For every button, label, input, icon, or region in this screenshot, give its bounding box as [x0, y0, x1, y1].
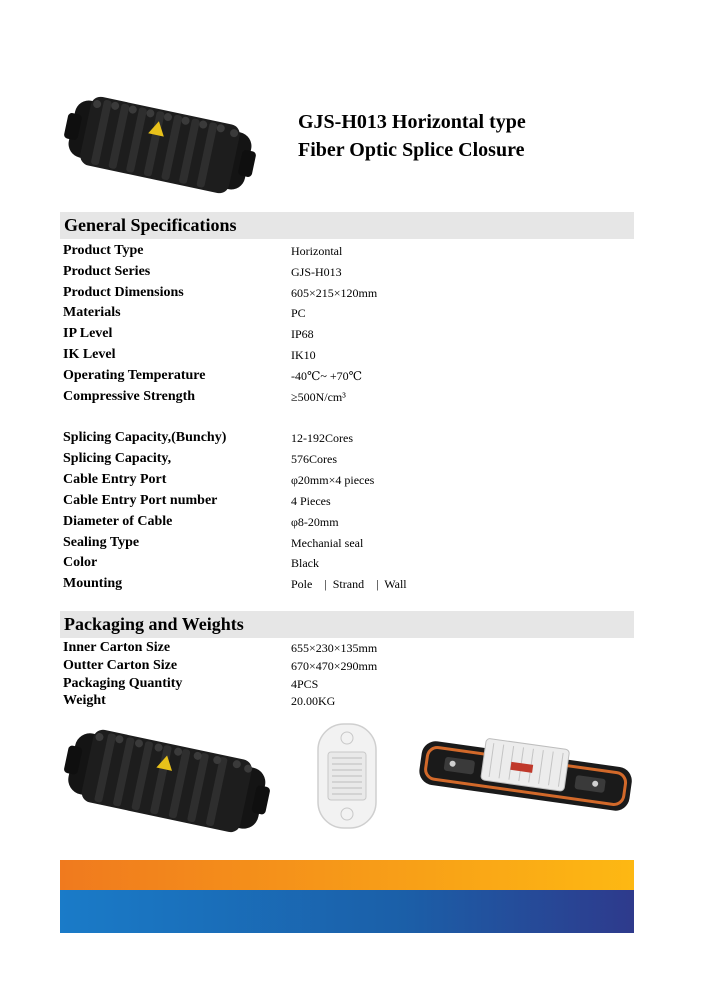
spec-label: Diameter of Cable	[63, 514, 173, 529]
spec-label: Color	[63, 555, 98, 570]
spec-row-product-type	[63, 243, 623, 263]
spec-value: Horizontal	[291, 244, 343, 258]
spec-value: Mechanial seal	[291, 536, 364, 550]
spec-value: 670×470×290mm	[291, 659, 378, 673]
spec-row-mounting	[63, 576, 623, 596]
spec-value: ≥500N/cm³	[291, 390, 346, 404]
spec-label: Product Type	[63, 243, 144, 258]
document-title	[298, 108, 526, 164]
spec-row-compressive-strength	[63, 389, 623, 409]
spec-label: Weight	[63, 693, 106, 708]
packaging-weights-header	[60, 611, 634, 638]
spec-value: 655×230×135mm	[291, 641, 378, 655]
general-specifications-heading: General Specifications	[64, 215, 237, 235]
title-line-1: GJS-H013 Horizontal type	[298, 111, 526, 133]
spec-label: Splicing Capacity,	[63, 451, 172, 466]
spec-label: IK Level	[63, 347, 116, 362]
spec-row-diameter-of-cable	[63, 514, 623, 534]
spec-label: Materials	[63, 305, 121, 320]
spec-value: 4 Pieces	[291, 494, 331, 508]
spec-value: 20.00KG	[291, 694, 336, 708]
spec-row-splicing-capacity-bunchy	[63, 430, 623, 450]
spec-label: Packaging Quantity	[63, 676, 183, 691]
spec-label: IP Level	[63, 326, 113, 341]
spec-value: 576Cores	[291, 452, 337, 466]
footer-orange-band	[60, 860, 634, 890]
spec-label: Operating Temperature	[63, 368, 206, 383]
spec-value: PC	[291, 306, 306, 320]
spec-value: φ20mm×4 pieces	[291, 473, 375, 487]
spec-label: Inner Carton Size	[63, 640, 171, 655]
spec-value: -40℃~ +70℃	[291, 369, 363, 383]
footer-blue-band	[60, 890, 634, 933]
open-closure-interior-image	[414, 730, 638, 816]
splice-closure-top-image	[62, 88, 258, 202]
spec-row-sealing-type	[63, 535, 623, 555]
spec-value: IP68	[291, 327, 314, 341]
spec-label: Cable Entry Port	[63, 472, 167, 487]
spec-row-ip-level	[63, 326, 623, 346]
spec-value: 605×215×120mm	[291, 286, 378, 300]
splice-tray-image	[314, 722, 380, 830]
spec-row-inner-carton-size	[63, 640, 623, 660]
spec-value: Black	[291, 556, 319, 570]
spec-label: Product Dimensions	[63, 285, 184, 300]
spec-value: 4PCS	[291, 677, 319, 691]
spec-value: Pole | Strand | Wall	[291, 577, 407, 591]
spec-row-product-series	[63, 264, 623, 284]
spec-row-outter-carton-size	[63, 658, 623, 678]
spec-value: 12-192Cores	[291, 431, 353, 445]
spec-row-color	[63, 555, 623, 575]
spec-value: IK10	[291, 348, 316, 362]
spec-label: Cable Entry Port number	[63, 493, 218, 508]
spec-row-product-dimensions	[63, 285, 623, 305]
spec-row-cable-entry-port-number	[63, 493, 623, 513]
spec-label: Outter Carton Size	[63, 658, 178, 673]
spec-row-splicing-capacity	[63, 451, 623, 471]
spec-label: Compressive Strength	[63, 389, 196, 404]
spec-value: GJS-H013	[291, 265, 342, 279]
general-specifications-header	[60, 212, 634, 239]
spec-label: Product Series	[63, 264, 151, 279]
spec-label: Mounting	[63, 576, 123, 591]
title-line-2: Fiber Optic Splice Closure	[298, 139, 525, 161]
spec-row-weight	[63, 693, 623, 713]
spec-label: Sealing Type	[63, 535, 140, 550]
spec-row-materials	[63, 305, 623, 325]
spec-row-cable-entry-port	[63, 472, 623, 492]
spec-value: φ8-20mm	[291, 515, 339, 529]
splice-closure-bottom-image	[62, 720, 272, 840]
spec-row-ik-level	[63, 347, 623, 367]
packaging-weights-heading: Packaging and Weights	[64, 614, 244, 634]
spec-row-operating-temperature	[63, 368, 623, 388]
spec-label: Splicing Capacity,(Bunchy)	[63, 430, 227, 445]
